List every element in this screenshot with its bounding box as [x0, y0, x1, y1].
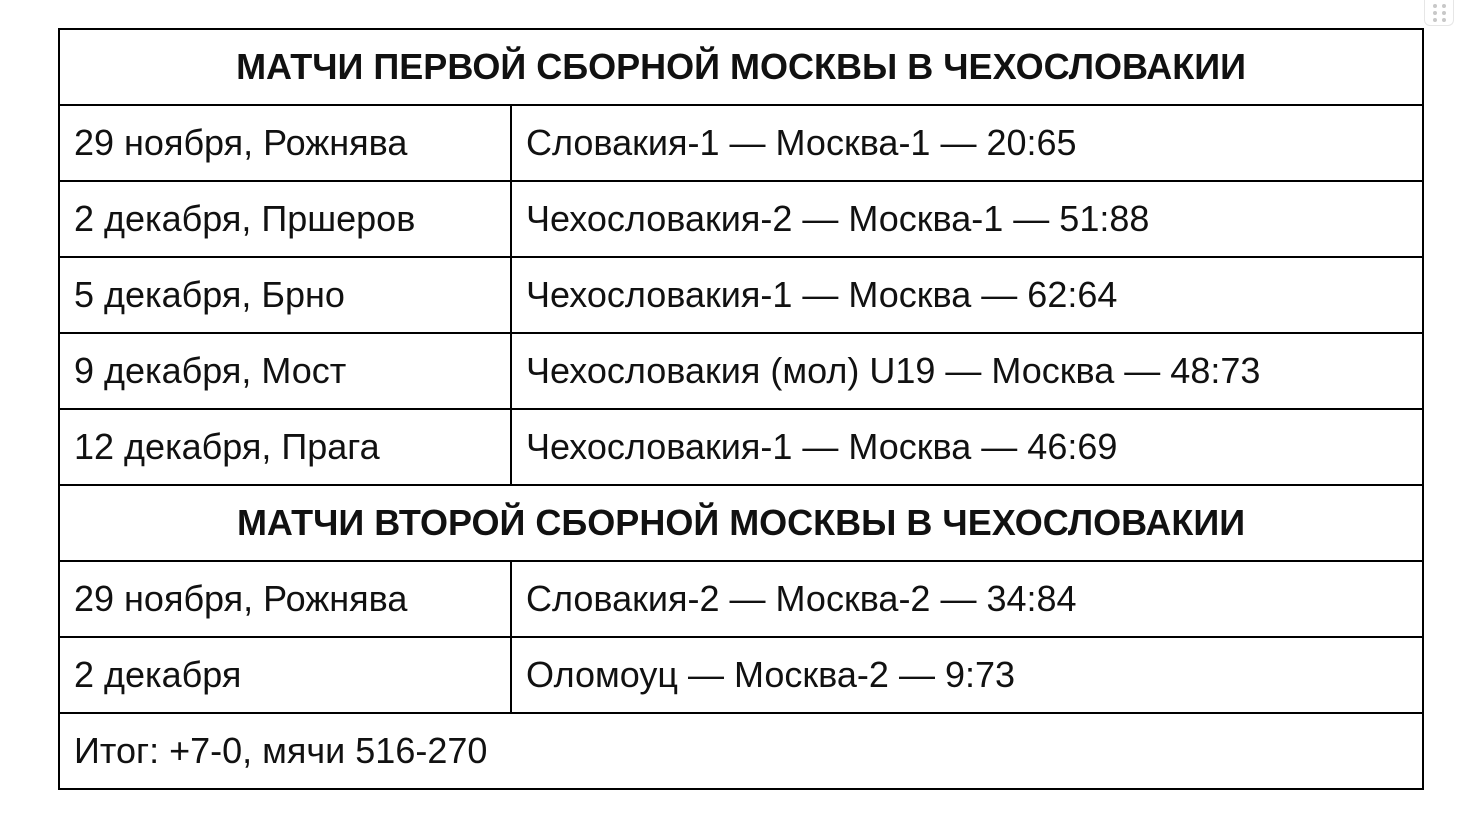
- section-heading-row: [59, 29, 1423, 105]
- drag-dot: [1442, 4, 1446, 8]
- drag-dot: [1433, 11, 1437, 15]
- summary-row: [59, 713, 1423, 789]
- section-heading: МАТЧИ ПЕРВОЙ СБОРНОЙ МОСКВЫ В ЧЕХОСЛОВАКИИ: [59, 29, 1423, 105]
- date-place-cell: 29 ноября, Рожнява: [59, 561, 511, 637]
- match-cell: Словакия-2 — Москва-2 — 34:84: [511, 561, 1423, 637]
- drag-dot: [1442, 18, 1446, 22]
- match-cell: Чехословакия-2 — Москва-1 — 51:88: [511, 181, 1423, 257]
- table-row: [59, 561, 1423, 637]
- table-row: [59, 257, 1423, 333]
- date-place-cell: 5 декабря, Брно: [59, 257, 511, 333]
- section-heading-row: [59, 485, 1423, 561]
- drag-dot: [1433, 18, 1437, 22]
- date-place-cell: 2 декабря, Пршеров: [59, 181, 511, 257]
- table-row: [59, 409, 1423, 485]
- match-cell: Словакия-1 — Москва-1 — 20:65: [511, 105, 1423, 181]
- table-row: [59, 333, 1423, 409]
- date-place-cell: 12 декабря, Прага: [59, 409, 511, 485]
- date-place-cell: 2 декабря: [59, 637, 511, 713]
- table-row: [59, 181, 1423, 257]
- date-place-cell: 29 ноября, Рожнява: [59, 105, 511, 181]
- matches-table: [58, 28, 1424, 790]
- table-row: [59, 637, 1423, 713]
- date-place-cell: 9 декабря, Мост: [59, 333, 511, 409]
- table-row: [59, 105, 1423, 181]
- drag-dot: [1442, 11, 1446, 15]
- match-cell: Оломоуц — Москва-2 — 9:73: [511, 637, 1423, 713]
- section-heading: МАТЧИ ВТОРОЙ СБОРНОЙ МОСКВЫ В ЧЕХОСЛОВАКИИ: [59, 485, 1423, 561]
- drag-dot: [1433, 4, 1437, 8]
- match-cell: Чехословакия-1 — Москва — 46:69: [511, 409, 1423, 485]
- summary-cell: Итог: +7-0, мячи 516-270: [59, 713, 1423, 789]
- match-cell: Чехословакия-1 — Москва — 62:64: [511, 257, 1423, 333]
- match-cell: Чехословакия (мол) U19 — Москва — 48:73: [511, 333, 1423, 409]
- drag-handle-icon[interactable]: [1424, 0, 1454, 26]
